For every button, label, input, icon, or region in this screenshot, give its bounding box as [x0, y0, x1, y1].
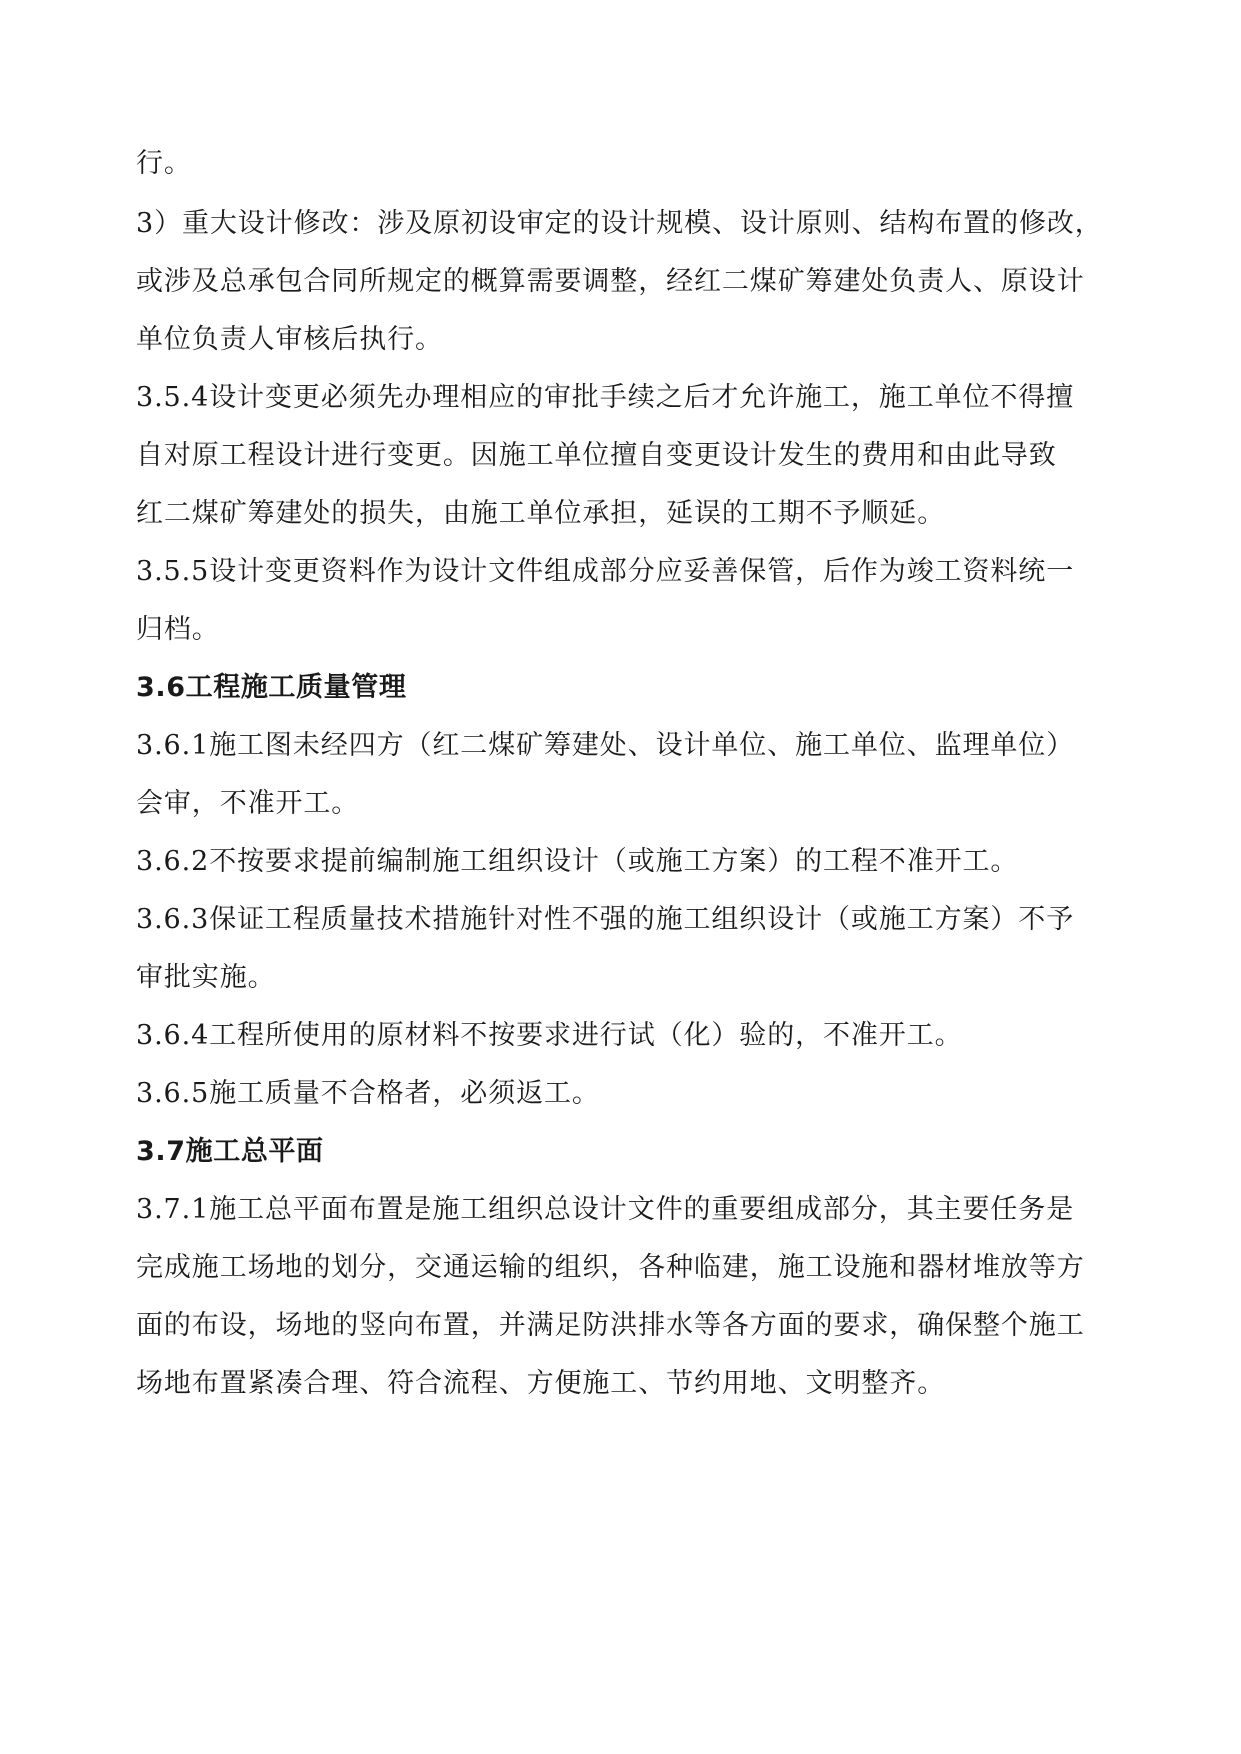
paragraph-line: 会审，不准开工。 [136, 788, 360, 819]
paragraph-line: 3.7.1施工总平面布置是施工组织总设计文件的重要组成部分，其主要任务是 [136, 1194, 1075, 1225]
paragraph-line: 自对原工程设计进行变更。因施工单位擅自变更设计发生的费用和由此导致 [136, 440, 1057, 471]
paragraph-line: 完成施工场地的划分，交通运输的组织，各种临建，施工设施和器材堆放等方 [136, 1252, 1085, 1283]
paragraph-line: 单位负责人审核后执行。 [136, 324, 443, 355]
paragraph-line: 3.6.2不按要求提前编制施工组织设计（或施工方案）的工程不准开工。 [136, 846, 1019, 877]
paragraph-line: 场地布置紧凑合理、符合流程、方便施工、节约用地、文明整齐。 [136, 1368, 946, 1399]
paragraph-line: 3.6.1施工图未经四方（红二煤矿筹建处、设计单位、施工单位、监理单位） [136, 730, 1075, 761]
section-heading: 3.6工程施工质量管理 [136, 672, 407, 703]
paragraph-line: 3.5.4设计变更必须先办理相应的审批手续之后才允许施工，施工单位不得擅 [136, 382, 1075, 413]
paragraph-line: 面的布设，场地的竖向布置，并满足防洪排水等各方面的要求，确保整个施工 [136, 1310, 1085, 1341]
paragraph-line: 归档。 [136, 614, 220, 645]
paragraph-line: 3.5.5设计变更资料作为设计文件组成部分应妥善保管，后作为竣工资料统一 [136, 556, 1075, 587]
section-heading: 3.7施工总平面 [136, 1136, 324, 1167]
paragraph-line: 3.6.5施工质量不合格者，必须返工。 [136, 1078, 600, 1109]
paragraph-line: 红二煤矿筹建处的损失，由施工单位承担，延误的工期不予顺延。 [136, 498, 946, 529]
paragraph-line: 审批实施。 [136, 962, 276, 993]
paragraph-line: 或涉及总承包合同所规定的概算需要调整，经红二煤矿筹建处负责人、原设计 [136, 266, 1085, 297]
paragraph-line: 3.6.4工程所使用的原材料不按要求进行试（化）验的，不准开工。 [136, 1020, 963, 1051]
paragraph-line: 行。 [136, 148, 192, 179]
paragraph-line: 3）重大设计修改：涉及原初设审定的设计规模、设计原则、结构布置的修改， [136, 208, 1103, 239]
paragraph-line: 3.6.3保证工程质量技术措施针对性不强的施工组织设计（或施工方案）不予 [136, 904, 1075, 935]
